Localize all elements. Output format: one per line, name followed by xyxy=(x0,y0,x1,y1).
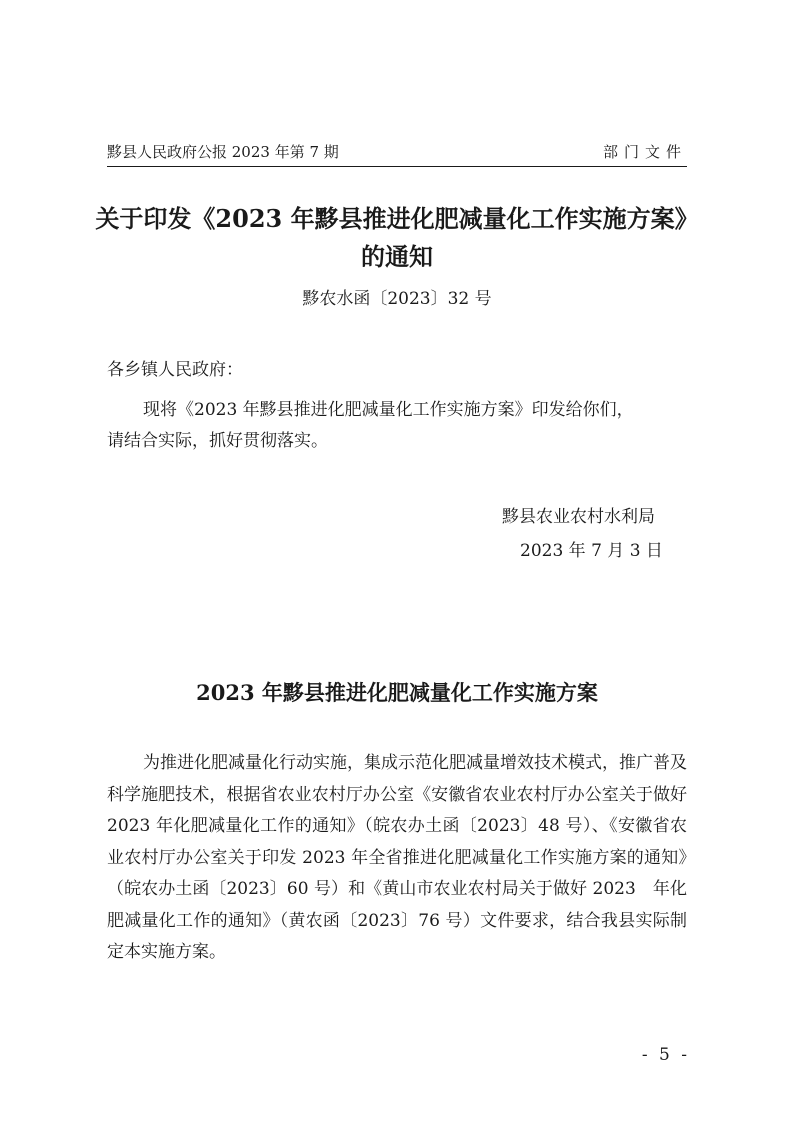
section-label: 部门文件 xyxy=(602,143,687,161)
notice-title xyxy=(90,200,704,276)
plan-body xyxy=(107,748,687,969)
plan-paragraph: 为推进化肥减量化行动实施，集成示范化肥减量增效技术模式，推广普及科学施肥技术，根据省农业农村厅办公室《安徽省农业农村厅办公室关于做好 2023 年化肥减量化工作的通知》（皖农办土函〔2023〕48 号）、《安徽省农业农村厅办公室关于印发 2023 年全省推进化肥减量化工作实施方案的通知》（皖农办土函〔2023〕60 号）和《黄山市农业农村局关于做好 2023 年化肥减量化工作的通知》（黄农函〔2023〕76 号）文件要求，结合我县实际制定本实施方案。 xyxy=(107,753,687,962)
page-number: - 5 - xyxy=(641,1045,690,1065)
signature-block xyxy=(480,500,710,568)
addressee: 各乡镇人民政府： xyxy=(107,360,243,380)
gazette-issue-label: 黟县人民政府公报 2023 年第 7 期 xyxy=(107,143,339,161)
page-header xyxy=(107,142,687,166)
notice-body-line-2: 请结合实际，抓好贯彻落实。 xyxy=(107,431,328,451)
plan-title: 2023 年黟县推进化肥减量化工作实施方案 xyxy=(196,680,598,705)
notice-title-line-2: 的通知 xyxy=(361,242,433,271)
notice-title-line-1: 关于印发《2023 年黟县推进化肥减量化工作实施方案》 xyxy=(95,204,699,233)
header-divider xyxy=(107,166,687,167)
signature-organization: 黟县农业农村水利局 xyxy=(502,507,655,527)
document-number: 黟农水函〔2023〕32 号 xyxy=(302,289,492,309)
notice-body-line-1: 现将《2023 年黟县推进化肥减量化工作实施方案》印发给你们， xyxy=(143,400,634,420)
signature-date: 2023 年 7 月 3 日 xyxy=(520,541,663,561)
notice-body xyxy=(107,395,687,457)
